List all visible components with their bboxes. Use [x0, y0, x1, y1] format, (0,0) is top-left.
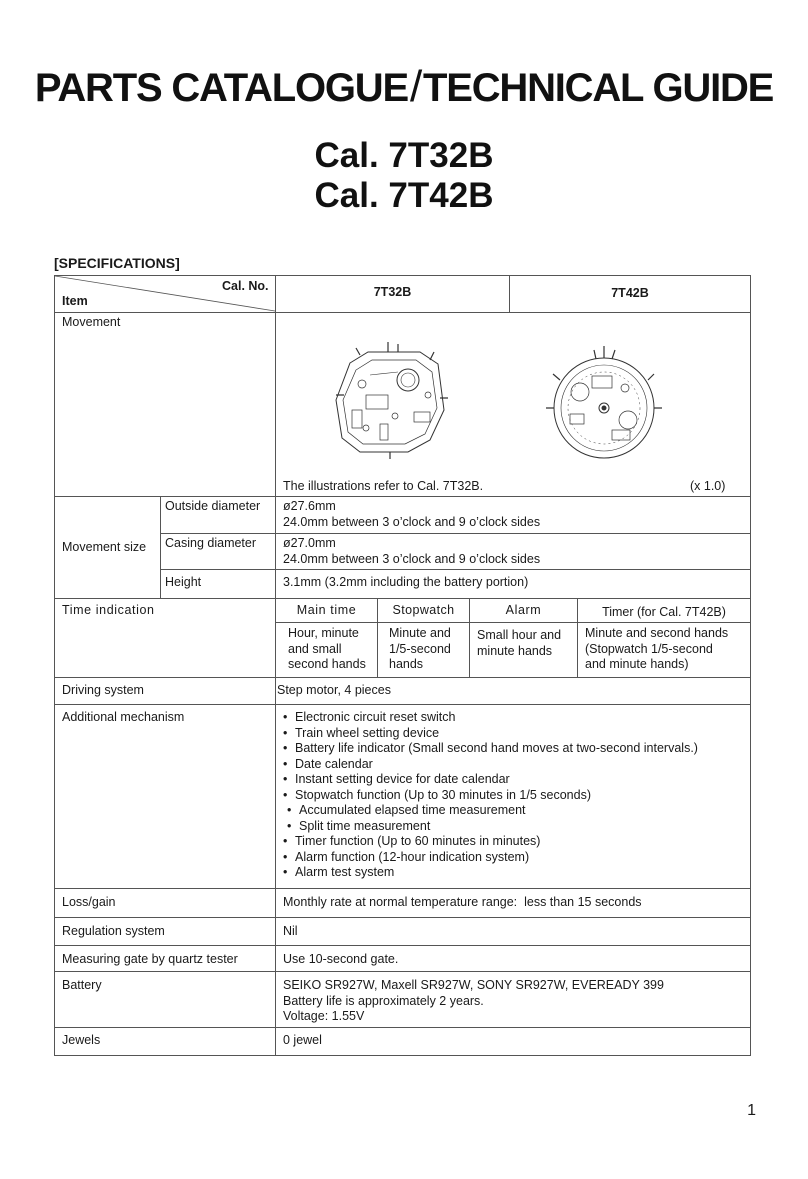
header-item: Item	[62, 294, 88, 308]
header-cal-no: Cal. No.	[222, 279, 269, 293]
movement-illustration-7t42b	[546, 346, 662, 458]
regulation-system-label: Regulation system	[62, 924, 165, 938]
alarm-head: Alarm	[505, 603, 542, 617]
outside-diameter-value	[283, 499, 540, 530]
timer-line: Minute and second hands	[585, 626, 729, 640]
main-time-line: second hands	[288, 657, 366, 671]
loss-gain-label: Loss/gain	[62, 895, 116, 909]
stopwatch-line: Minute and	[389, 626, 451, 640]
movement-size-label: Movement size	[62, 540, 147, 554]
mechanism-item: • Instant setting device for date calendar	[283, 772, 698, 788]
height-label: Height	[165, 575, 202, 589]
outside-diameter-line-2: 24.0mm between 3 o’clock and 9 o’clock sides	[283, 514, 541, 529]
time-indication-label: Time indication	[62, 603, 155, 617]
alarm-line: Small hour and	[477, 628, 562, 642]
outside-diameter-label: Outside diameter	[165, 499, 261, 513]
battery-line: Battery life is approximately 2 years.	[283, 993, 484, 1008]
mechanism-item: • Timer function (Up to 60 minutes in minutes)	[283, 834, 698, 850]
mechanism-item: • Battery life indicator (Small second hand moves at two-second intervals.)	[283, 741, 698, 757]
movement-scale: (x 1.0)	[690, 479, 726, 493]
casing-diameter-label: Casing diameter	[165, 536, 257, 550]
battery-value	[283, 978, 664, 1025]
measuring-gate-value: Use 10-second gate.	[283, 952, 399, 966]
header-col-7t32b: 7T32B	[373, 285, 412, 299]
main-time-head: Main time	[296, 603, 357, 617]
calibre-title-1: Cal. 7T32B	[314, 136, 494, 175]
jewels-label: Jewels	[62, 1033, 101, 1047]
document-title: PARTS CATALOGUE/TECHNICAL GUIDE	[34, 62, 774, 111]
battery-line: Voltage: 1.55V	[283, 1009, 365, 1023]
driving-system-label: Driving system	[62, 683, 144, 697]
battery-label: Battery	[62, 978, 102, 992]
timer-value	[585, 626, 728, 673]
alarm-line: minute hands	[477, 643, 553, 658]
loss-gain-value: Monthly rate at normal temperature range: less than 15 seconds	[283, 895, 642, 909]
header-col-7t42b: 7T42B	[611, 286, 649, 300]
mechanism-item: • Train wheel setting device	[283, 726, 698, 742]
mechanism-item: • Alarm function (12-hour indication system)	[283, 850, 698, 866]
mechanism-item: • Date calendar	[283, 757, 698, 773]
jewels-value: 0 jewel	[283, 1033, 322, 1047]
height-value: 3.1mm (3.2mm including the battery portion)	[283, 575, 529, 589]
additional-mechanism-label: Additional mechanism	[62, 710, 185, 724]
outside-diameter-line-1: ø27.6mm	[283, 499, 336, 513]
stopwatch-head: Stopwatch	[392, 603, 455, 617]
mechanism-item: • Stopwatch function (Up to 30 minutes in 1/5 seconds)	[283, 788, 698, 804]
regulation-system-value: Nil	[283, 924, 298, 938]
battery-line: SEIKO SR927W, Maxell SR927W, SONY SR927W, EVEREADY 399	[283, 978, 664, 992]
casing-diameter-line-1: ø27.0mm	[283, 536, 336, 550]
driving-system-value: Step motor, 4 pieces	[277, 683, 391, 697]
mechanism-item: • Electronic circuit reset switch	[283, 710, 698, 726]
stopwatch-line: hands	[389, 657, 424, 671]
stopwatch-line: 1/5-second	[389, 641, 451, 656]
movement-caption: The illustrations refer to Cal. 7T32B.	[283, 479, 484, 493]
timer-line: (Stopwatch 1/5-second	[585, 641, 713, 656]
movement-label: Movement	[62, 315, 121, 329]
calibre-title-2: Cal. 7T42B	[314, 176, 494, 215]
mechanism-subitem: • Accumulated elapsed time measurement	[283, 803, 698, 819]
additional-mechanism-list	[283, 710, 698, 881]
main-time-value	[288, 626, 366, 673]
specifications-heading: [SPECIFICATIONS]	[54, 255, 180, 271]
timer-head: Timer (for Cal. 7T42B)	[602, 605, 726, 619]
mechanism-item: • Alarm test system	[283, 865, 698, 881]
stopwatch-value	[389, 626, 451, 673]
alarm-value	[477, 628, 561, 659]
page-number: 1	[747, 1102, 756, 1119]
main-time-line: Hour, minute	[288, 626, 359, 640]
casing-diameter-value	[283, 536, 540, 567]
casing-diameter-line-2: 24.0mm between 3 o’clock and 9 o’clock sides	[283, 551, 541, 566]
main-time-line: and small	[288, 641, 342, 656]
timer-line: and minute hands)	[585, 657, 689, 671]
movement-illustration-7t32b	[336, 342, 448, 459]
measuring-gate-label: Measuring gate by quartz tester	[62, 952, 238, 966]
mechanism-subitem: • Split time measurement	[283, 819, 698, 835]
